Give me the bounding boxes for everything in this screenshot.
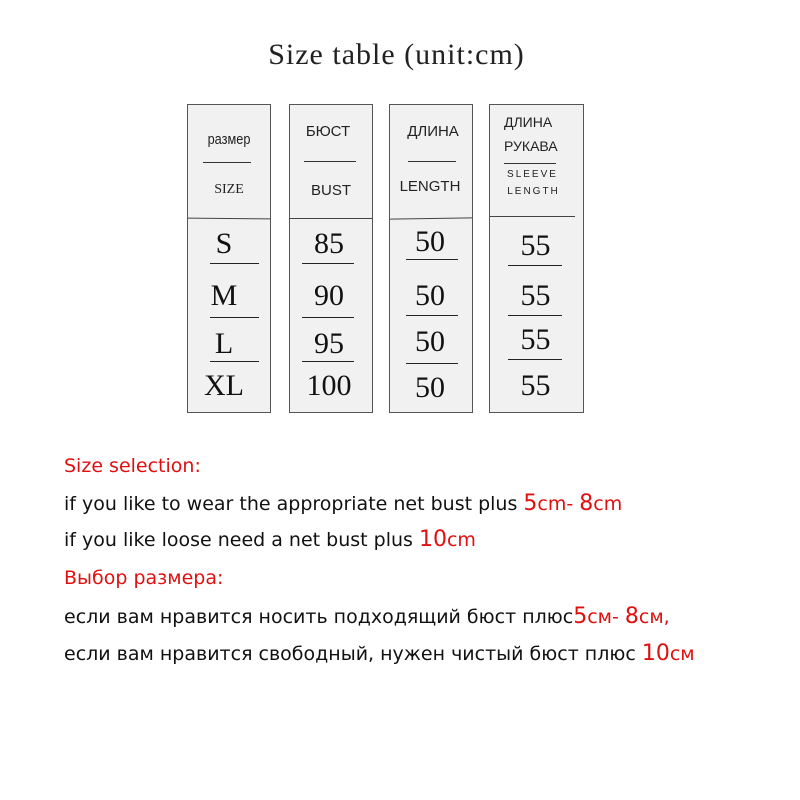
note-text: если вам нравится свободный, нужен чистый бюст плюс [64, 643, 642, 665]
sleeve-value: 55 [520, 279, 551, 312]
length-column [389, 104, 473, 413]
note-value: 8 [624, 604, 639, 629]
value-underline [302, 361, 354, 362]
notes-line-russian-2 [64, 641, 695, 666]
notes-line-russian-1 [64, 604, 670, 629]
notes-line-english-2 [64, 527, 476, 552]
note-text: если вам нравится носить подходящий бюст плюс [64, 606, 574, 628]
header-divider [408, 161, 456, 162]
header-english: SIZE [214, 182, 244, 197]
column-header [490, 105, 583, 219]
value-underline [508, 315, 562, 316]
bust-value: 95 [314, 327, 344, 360]
column-header [390, 105, 472, 219]
header-divider [504, 163, 556, 164]
length-value: 50 [415, 279, 445, 312]
bust-column [289, 104, 373, 413]
column-values [490, 219, 583, 412]
note-value: 8 [579, 491, 594, 516]
sleeve-value: 55 [520, 323, 551, 356]
header-english: LENGTH [507, 186, 560, 197]
value-underline [406, 363, 458, 364]
sleeve-value: 55 [520, 229, 551, 262]
sleeve-value: 55 [520, 369, 551, 402]
length-value: 50 [415, 325, 445, 358]
size-value: M [210, 279, 238, 312]
header-russian: ДЛИНА [407, 123, 459, 140]
header-russian: размер [207, 131, 251, 148]
size-column [187, 104, 271, 413]
notes-heading-russian: Выбор размера: [64, 567, 224, 589]
value-underline [210, 317, 259, 318]
header-divider [304, 161, 356, 162]
notes-line-english-1 [64, 491, 622, 516]
value-underline [508, 265, 562, 266]
column-header [290, 105, 372, 219]
notes-heading-english: Size selection: [64, 455, 201, 477]
note-unit: cm [593, 493, 623, 515]
note-text: if you like to wear the appropriate net bust plus [64, 493, 524, 515]
column-values [290, 219, 372, 412]
note-unit: cm- [537, 493, 580, 515]
size-value: L [214, 327, 234, 360]
value-underline [406, 259, 458, 260]
header-divider [203, 162, 251, 163]
header-english: LENGTH [399, 178, 461, 195]
column-values [390, 219, 472, 412]
header-separator [490, 216, 575, 217]
note-value: 5 [573, 604, 588, 629]
note-text: if you like loose need a net bust plus [64, 529, 419, 551]
length-value: 50 [415, 225, 445, 258]
header-russian: РУКАВА [504, 138, 558, 154]
value-underline [406, 315, 458, 316]
bust-value: 100 [306, 369, 352, 402]
value-underline [210, 361, 259, 362]
size-value: XL [204, 369, 244, 402]
bust-value: 85 [314, 227, 344, 260]
note-value: 10 [418, 527, 447, 552]
column-values [188, 219, 270, 412]
note-unit: см, [638, 606, 670, 628]
column-header [188, 105, 270, 219]
note-unit: см [669, 643, 695, 665]
page-title: Size table (unit:cm) [268, 38, 525, 71]
header-english: BUST [310, 182, 351, 199]
length-value: 50 [415, 371, 445, 404]
sleeve-length-column [489, 104, 584, 413]
note-unit: см- [587, 606, 625, 628]
note-unit: cm [446, 529, 476, 551]
header-english: SLEEVE [507, 169, 558, 180]
note-value: 10 [641, 641, 670, 666]
bust-value: 90 [314, 279, 344, 312]
value-underline [210, 263, 259, 264]
note-value: 5 [523, 491, 538, 516]
header-russian: БЮСТ [305, 123, 351, 140]
value-underline [302, 263, 354, 264]
size-value: S [215, 227, 233, 260]
header-russian: ДЛИНА [504, 114, 553, 130]
value-underline [508, 359, 562, 360]
value-underline [302, 317, 354, 318]
